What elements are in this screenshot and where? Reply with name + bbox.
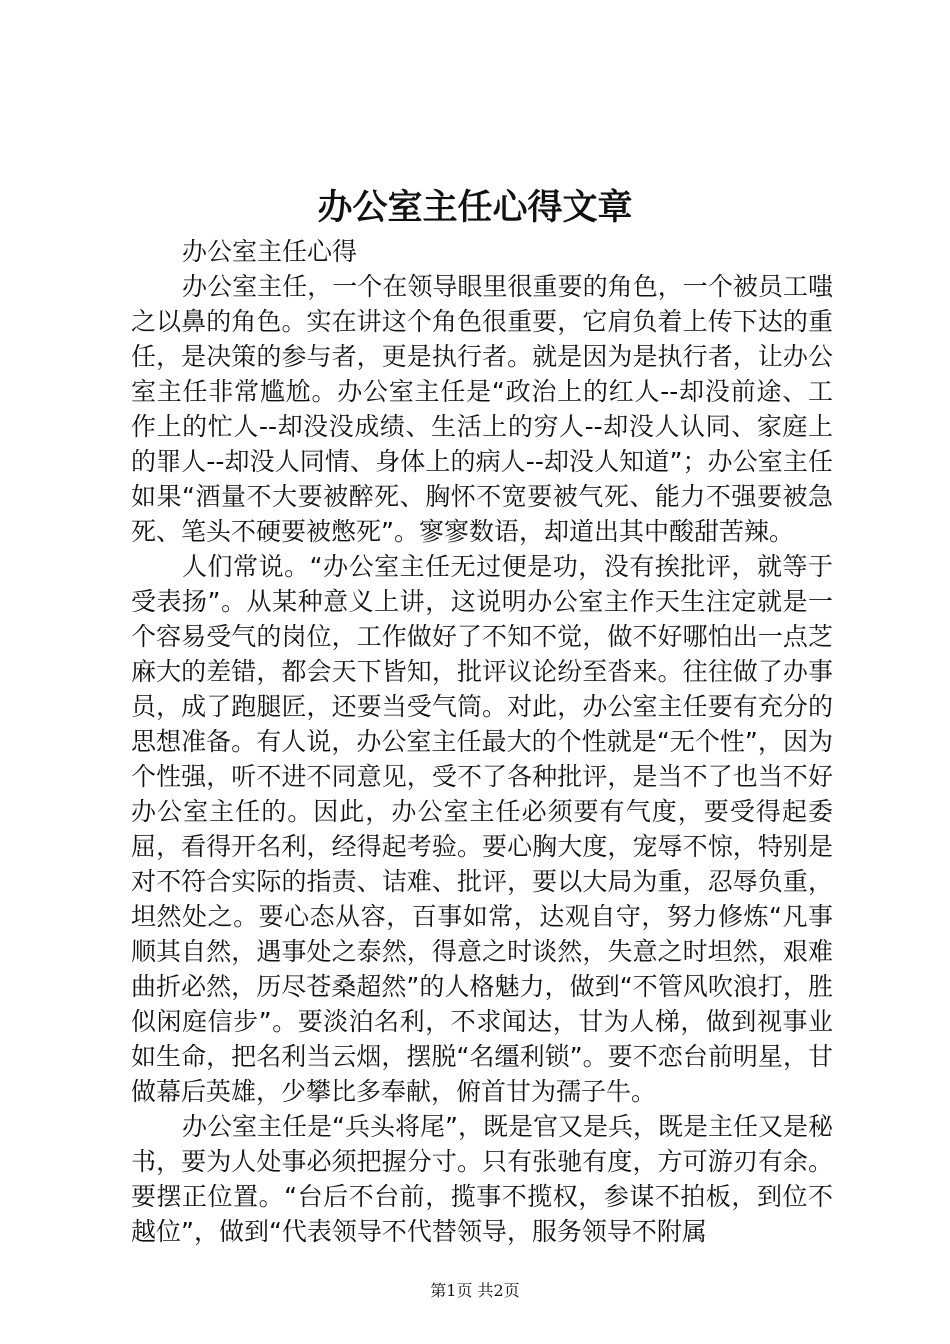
paragraph-subtitle: 办公室主任心得 bbox=[182, 237, 358, 266]
paragraph: 办公室主任是“兵头将尾”，既是官又是兵，既是主任又是秘书，要为人处事必须把握分寸。只有张驰有度，方可游刃有余。要摆正位置。“台后不台前，揽事不揽权，参谋不拍板，到位不越位”，做到“代表领导不代替领导，服务领导不附属 bbox=[131, 1112, 833, 1246]
paragraph: 人们常说。“办公室主任无过便是功，没有挨批评，就等于受表扬”。从某种意义上讲，这说明办公室主作天生注定就是一个容易受气的岗位，工作做好了不知不觉，做不好哪怕出一点芝麻大的差错，都会天下皆知，批评议论纷至沓来。往往做了办事员，成了跑腿匠，还要当受气筒。对此，办公室主任要有充分的思想准备。有人说，办公室主任最大的个性就是“无个性”，因为个性强，听不进不同意见，受不了各种批评，是当不了也当不好办公室主任的。因此，办公室主任必须要有气度，要受得起委屈，看得开名利，经得起考验。要心胸大度，宠辱不惊，特别是对不符合实际的指责、诘难、批评，要以大局为重，忍辱负重，坦然处之。要心态从容，百事如常，达观自守，努力修炼“凡事顺其自然，遇事处之泰然，得意之时谈然，失意之时坦然，艰难曲折必然，历尽苍桑超然”的人格魅力，做到“不管风吹浪打，胜似闲庭信步”。要淡泊名利，不求闻达，甘为人梯，做到视事业如生命，把名利当云烟，摆脱“名缰利锁”。要不恋台前明星，甘做幕后英雄，少攀比多奉献，俯首甘为孺子牛。 bbox=[131, 552, 833, 1106]
document-body bbox=[131, 234, 833, 1249]
paragraph: 办公室主任，一个在领导眼里很重要的角色，一个被员工嗤之以鼻的角色。实在讲这个角色很重要，它肩负着上传下达的重任，是决策的参与者，更是执行者。就是因为是执行者，让办公室主任非常尴尬。办公室主任是“政治上的红人--却没前途、工作上的忙人--却没没成绩、生活上的穷人--却没人认同、家庭上的罪人--却没人同情、身体上的病人--却没人知道”；办公室主任如果“酒量不大要被醉死、胸怀不宽要被气死、能力不强要被急死、笔头不硬要被憋死”。寥寥数语，却道出其中酸甜苦辣。 bbox=[131, 272, 833, 546]
document-title: 办公室主任心得文章 bbox=[317, 187, 633, 228]
page-number-footer: 第1页 共2页 bbox=[430, 1281, 520, 1300]
